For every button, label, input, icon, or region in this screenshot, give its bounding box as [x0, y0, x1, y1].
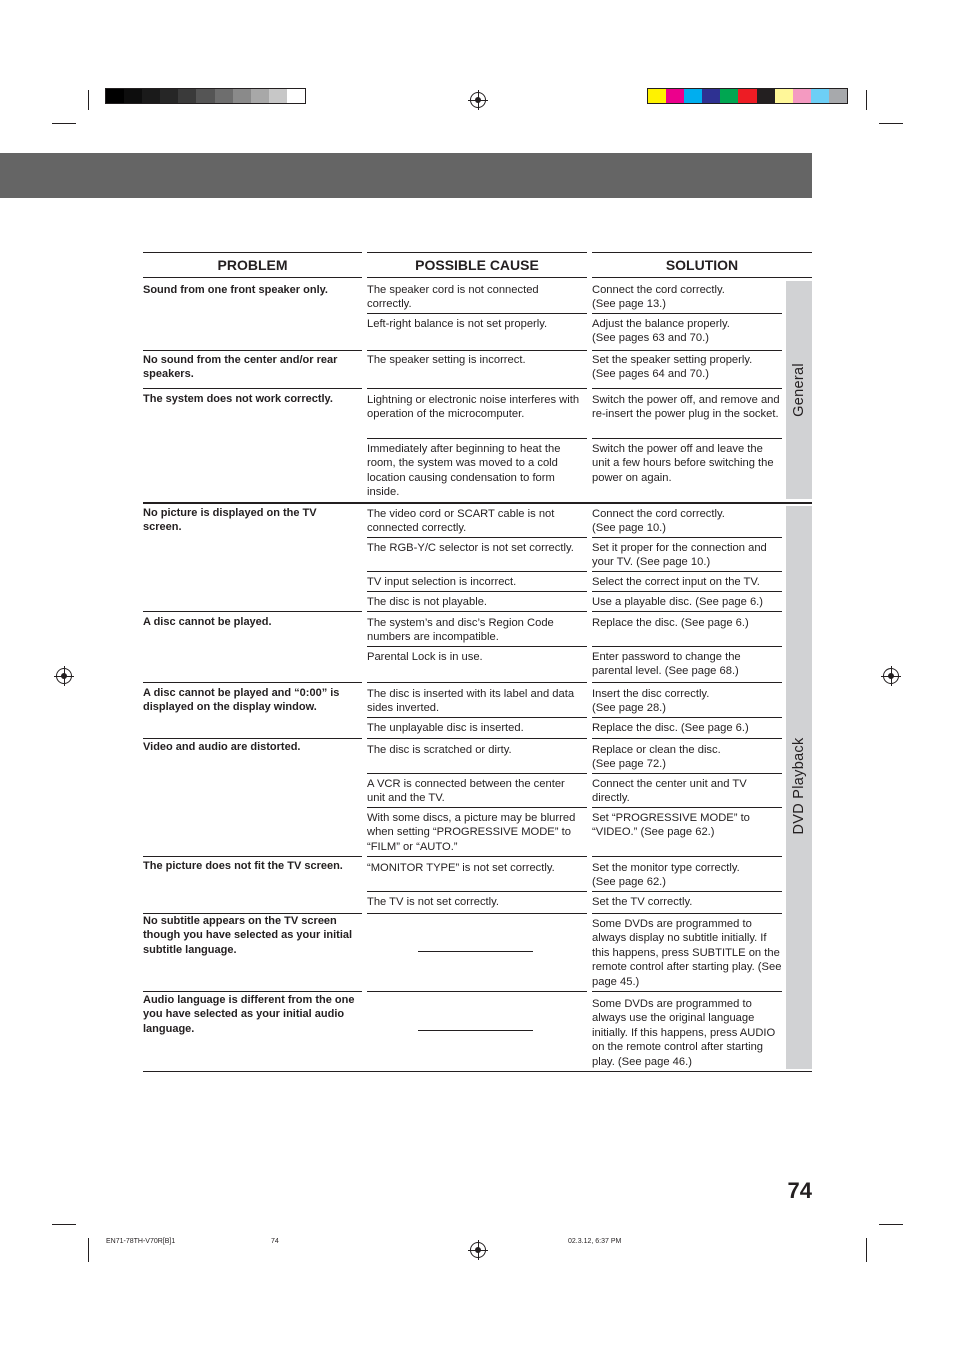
row-divider — [143, 350, 362, 351]
side-tab-general-label: General — [791, 363, 807, 417]
row-divider — [143, 502, 812, 504]
solution-text: Connect the cord correctly. (See page 13.) — [592, 284, 725, 311]
solution-text: Replace the disc. (See page 6.) — [592, 722, 749, 734]
cause-text: Lightning or electronic noise interferes with operation of the microcomputer. — [367, 394, 580, 421]
section-header-band — [0, 153, 812, 198]
solution-text: Connect the cord correctly. (See page 10.) — [592, 508, 725, 535]
cause-text: Parental Lock is in use. — [367, 651, 483, 663]
crop-mark — [879, 123, 903, 124]
crop-mark — [52, 123, 76, 124]
crop-mark — [88, 90, 89, 110]
row-divider — [367, 313, 587, 314]
registration-target-icon — [470, 1242, 486, 1258]
row-divider — [592, 438, 782, 439]
solution-text: Switch the power off, and remove and re-insert the power plug in the socket. — [592, 394, 780, 421]
row-divider — [592, 611, 782, 612]
row-divider — [143, 856, 362, 857]
calibration-swatch — [269, 89, 287, 103]
solution-text: Some DVDs are programmed to always display no subtitle initially. If this happens, press SUBTITLE on the remote control after starting play. (See page 45.) — [592, 918, 782, 988]
row-divider — [143, 991, 362, 992]
row-divider — [367, 856, 587, 857]
row-divider — [367, 738, 587, 739]
problem-text: No picture is displayed on the TV screen. — [143, 507, 317, 534]
footer-date: 02.3.12, 6:37 PM — [568, 1238, 622, 1245]
cause-text: A VCR is connected between the center unit and the TV. — [367, 778, 565, 805]
row-divider — [367, 991, 587, 992]
problem-text: The picture does not fit the TV screen. — [143, 860, 343, 872]
crop-mark — [88, 1238, 89, 1262]
row-divider — [592, 738, 782, 739]
row-divider — [592, 313, 782, 314]
cause-text: The TV is not set correctly. — [367, 896, 500, 908]
problem-text: No sound from the center and/or rear speakers. — [143, 354, 338, 381]
row-divider — [367, 591, 587, 592]
row-divider — [367, 913, 587, 914]
calibration-swatch — [648, 89, 666, 103]
row-divider — [367, 537, 587, 538]
solution-text: Set it proper for the connection and your TV. (See page 10.) — [592, 542, 767, 569]
problem-text: Audio language is different from the one you have selected as your initial audio language. — [143, 994, 355, 1035]
crop-mark — [52, 1224, 76, 1225]
problem-text: The system does not work correctly. — [143, 393, 333, 405]
row-divider — [367, 773, 587, 774]
problem-text: Video and audio are distorted. — [143, 741, 301, 753]
row-divider — [367, 646, 587, 647]
cause-text: “MONITOR TYPE” is not set correctly. — [367, 862, 555, 874]
row-divider — [592, 646, 782, 647]
row-divider — [592, 537, 782, 538]
row-divider — [592, 913, 782, 914]
row-divider — [592, 682, 782, 683]
registration-target-icon — [56, 668, 72, 684]
problem-text: No subtitle appears on the TV screen though you have selected as your initial subtitle language. — [143, 915, 353, 956]
cause-text: The speaker cord is not connected correctly. — [367, 284, 539, 311]
row-divider — [592, 807, 782, 808]
calibration-swatch — [124, 89, 142, 103]
footer-file-name: EN71-78TH-V70R[B]1 — [106, 1238, 176, 1245]
crop-mark — [866, 1238, 867, 1262]
calibration-swatch — [793, 89, 811, 103]
calibration-swatch — [666, 89, 684, 103]
calibration-swatch — [829, 89, 847, 103]
problem-text: A disc cannot be played and “0:00” is displayed on the display window. — [143, 687, 340, 714]
no-cause-dash — [418, 1030, 533, 1031]
calibration-swatch — [178, 89, 196, 103]
calibration-swatch — [702, 89, 720, 103]
crop-mark — [866, 90, 867, 110]
calibration-swatch — [251, 89, 269, 103]
no-cause-dash — [418, 951, 533, 952]
calibration-swatch — [720, 89, 738, 103]
calibration-swatch — [196, 89, 214, 103]
row-divider — [367, 717, 587, 718]
cause-text: The disc is scratched or dirty. — [367, 744, 512, 756]
row-divider — [367, 807, 587, 808]
calibration-swatch — [215, 89, 233, 103]
solution-text: Enter password to change the parental level. (See page 68.) — [592, 651, 741, 678]
row-divider — [143, 682, 362, 683]
row-divider — [367, 682, 587, 683]
row-divider — [592, 991, 782, 992]
gray-calibration-strip — [105, 88, 306, 104]
calibration-swatch — [684, 89, 702, 103]
row-divider — [592, 856, 782, 857]
row-divider — [143, 388, 362, 389]
calibration-swatch — [233, 89, 251, 103]
calibration-swatch — [738, 89, 756, 103]
row-divider — [143, 738, 362, 739]
cause-text: The unplayable disc is inserted. — [367, 722, 524, 734]
cause-text: Left-right balance is not set properly. — [367, 318, 548, 330]
solution-text: Insert the disc correctly. (See page 28.) — [592, 688, 710, 715]
row-divider — [592, 773, 782, 774]
cause-text: TV input selection is incorrect. — [367, 576, 517, 588]
solution-text: Set the speaker setting properly. (See pages 64 and 70.) — [592, 354, 753, 381]
row-divider — [592, 571, 782, 572]
calibration-swatch — [106, 89, 124, 103]
solution-text: Replace or clean the disc. (See page 72.) — [592, 744, 721, 771]
row-divider — [367, 571, 587, 572]
calibration-swatch — [160, 89, 178, 103]
cause-text: The RGB-Y/C selector is not set correctly. — [367, 542, 574, 554]
column-header-problem: PROBLEM — [143, 252, 362, 278]
solution-text: Switch the power off and leave the unit a few hours before switching the power on again. — [592, 443, 774, 484]
cause-text: The speaker setting is incorrect. — [367, 354, 526, 366]
row-divider — [367, 438, 587, 439]
solution-text: Set the TV correctly. — [592, 896, 693, 908]
calibration-swatch — [142, 89, 160, 103]
row-divider — [592, 388, 782, 389]
cause-text: The disc is not playable. — [367, 596, 488, 608]
solution-text: Adjust the balance properly. (See pages 63 and 70.) — [592, 318, 730, 345]
table-bottom-rule — [143, 1071, 812, 1072]
cause-text: With some discs, a picture may be blurred when setting “PROGRESSIVE MODE” to “FILM” or “AUTO.” — [367, 812, 576, 853]
cause-text: The disc is inserted with its label and data sides inverted. — [367, 688, 575, 715]
solution-text: Replace the disc. (See page 6.) — [592, 617, 749, 629]
row-divider — [367, 611, 587, 612]
row-divider — [143, 611, 362, 612]
column-header-cause: POSSIBLE CAUSE — [367, 252, 587, 278]
solution-text: Set “PROGRESSIVE MODE” to “VIDEO.” (See page 62.) — [592, 812, 750, 839]
side-tab-dvd-playback-label: DVD Playback — [791, 737, 807, 835]
row-divider — [592, 350, 782, 351]
page-number: 74 — [787, 1178, 812, 1203]
row-divider — [367, 350, 587, 351]
cause-text: Immediately after beginning to heat the room, the system was moved to a cold location causing condensation to form inside. — [367, 443, 561, 499]
crop-mark — [879, 1224, 903, 1225]
row-divider — [592, 891, 782, 892]
row-divider — [367, 891, 587, 892]
solution-text: Select the correct input on the TV. — [592, 576, 760, 588]
calibration-swatch — [287, 89, 305, 103]
row-divider — [592, 591, 782, 592]
registration-target-icon — [470, 92, 486, 108]
calibration-swatch — [775, 89, 793, 103]
solution-text: Set the monitor type correctly. (See page 62.) — [592, 862, 740, 889]
footer-page: 74 — [271, 1238, 279, 1245]
calibration-swatch — [811, 89, 829, 103]
registration-target-icon — [883, 668, 899, 684]
color-calibration-strip — [647, 88, 848, 104]
cause-text: The video cord or SCART cable is not connected correctly. — [367, 508, 555, 535]
problem-text: Sound from one front speaker only. — [143, 284, 328, 296]
row-divider — [367, 388, 587, 389]
column-header-solution: SOLUTION — [592, 252, 812, 278]
calibration-swatch — [757, 89, 775, 103]
row-divider — [592, 717, 782, 718]
cause-text: The system’s and disc’s Region Code numbers are incompatible. — [367, 617, 554, 644]
solution-text: Connect the center unit and TV directly. — [592, 778, 747, 805]
problem-text: A disc cannot be played. — [143, 616, 272, 628]
solution-text: Use a playable disc. (See page 6.) — [592, 596, 764, 608]
solution-text: Some DVDs are programmed to always use the original language initially. If this happens, press AUDIO on the remote control after starting play. (See page 46.) — [592, 998, 776, 1068]
